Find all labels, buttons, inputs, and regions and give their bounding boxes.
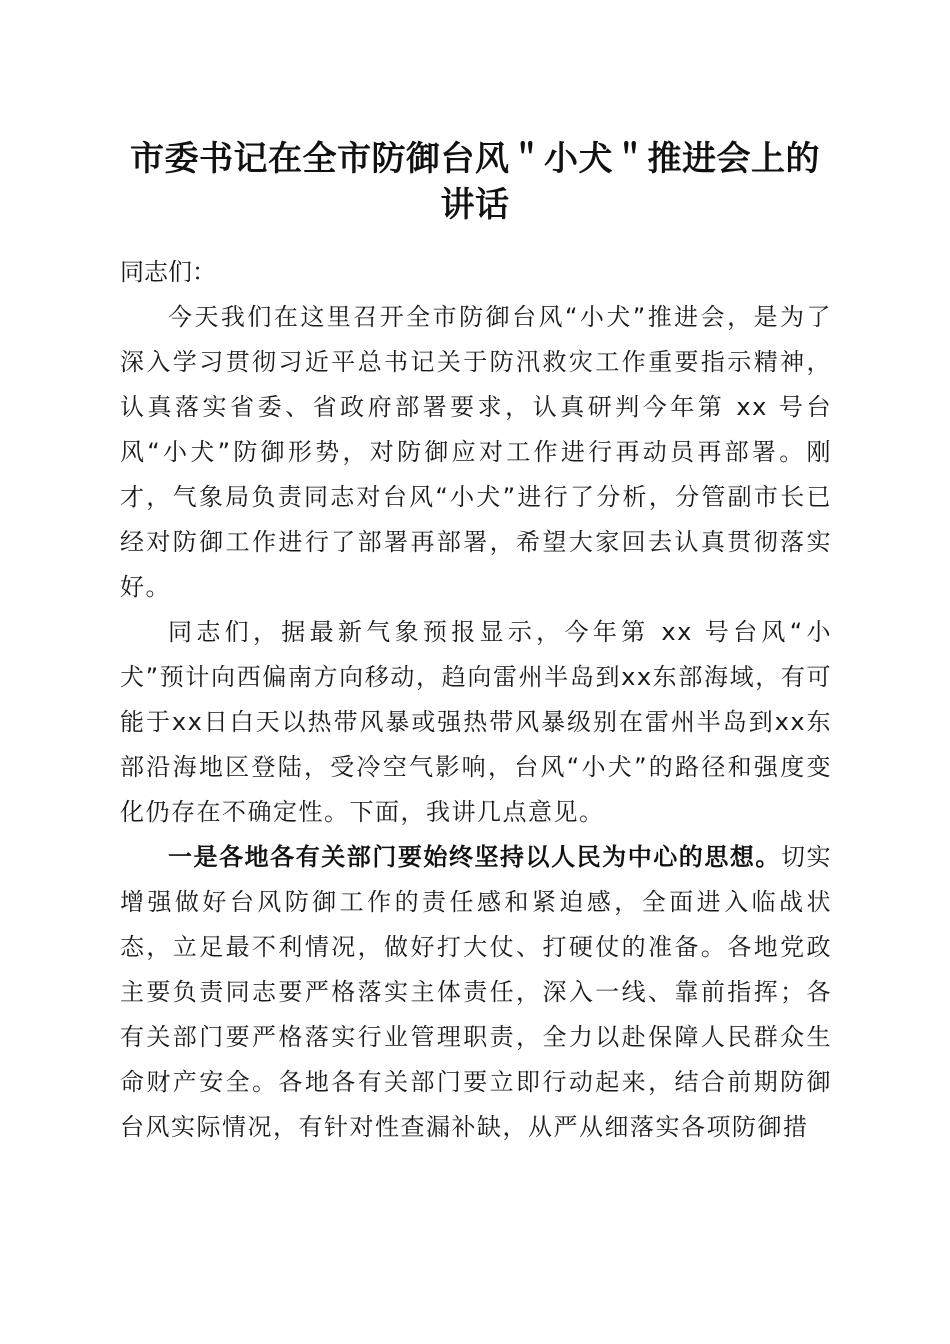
title-line-1: 市委书记在全市防御台风＂小犬＂推进会上的: [130, 139, 820, 179]
paragraph-2: [120, 610, 832, 835]
document-title: [110, 136, 840, 228]
paragraph-1-text: 今天我们在这里召开全市防御台风“小犬”推进会，是为了深入学习贯彻习近平总书记关于防汛救灾工作重要指示精神，认真落实省委、省政府部署要求，认真研判今年第 xx 号台风“小犬”防御形势，对防御应对工作进行再动员再部署。刚才，气象局负责同志对台风“小犬”进行了分析，分管副市长已经对防御工作进行了部署再部署，希望大家回去认真贯彻落实好。: [120, 303, 832, 601]
paragraph-2-text: 同志们，据最新气象预报显示，今年第 xx 号台风“小犬”预计向西偏南方向移动，趋向雷州半岛到xx东部海域，有可能于xx日白天以热带风暴或强热带风暴级别在雷州半岛到xx东部沿海地区登陆，受冷空气影响，台风“小犬”的路径和强度变化仍存在不确定性。下面，我讲几点意见。: [120, 618, 832, 826]
paragraph-3-text: 切实增强做好台风防御工作的责任感和紧迫感，全面进入临战状态，立足最不利情况，做好打大仗、打硬仗的准备。各地党政主要负责同志要严格落实主体责任，深入一线、靠前指挥；各有关部门要严格落实行业管理职责，全力以赴保障人民群众生命财产安全。各地各有关部门要立即行动起来，结合前期防御台风实际情况，有针对性查漏补缺，从严从细落实各项防御措: [120, 843, 833, 1141]
salutation: 同志们：: [120, 258, 216, 286]
title-line-2: 讲话: [440, 185, 510, 225]
document-body: [120, 250, 832, 1150]
paragraph-3: [120, 835, 832, 1150]
paragraph-1: [120, 295, 832, 610]
paragraph-3-lead: 一是各地各有关部门要始终坚持以人民为中心的思想。: [168, 843, 781, 871]
